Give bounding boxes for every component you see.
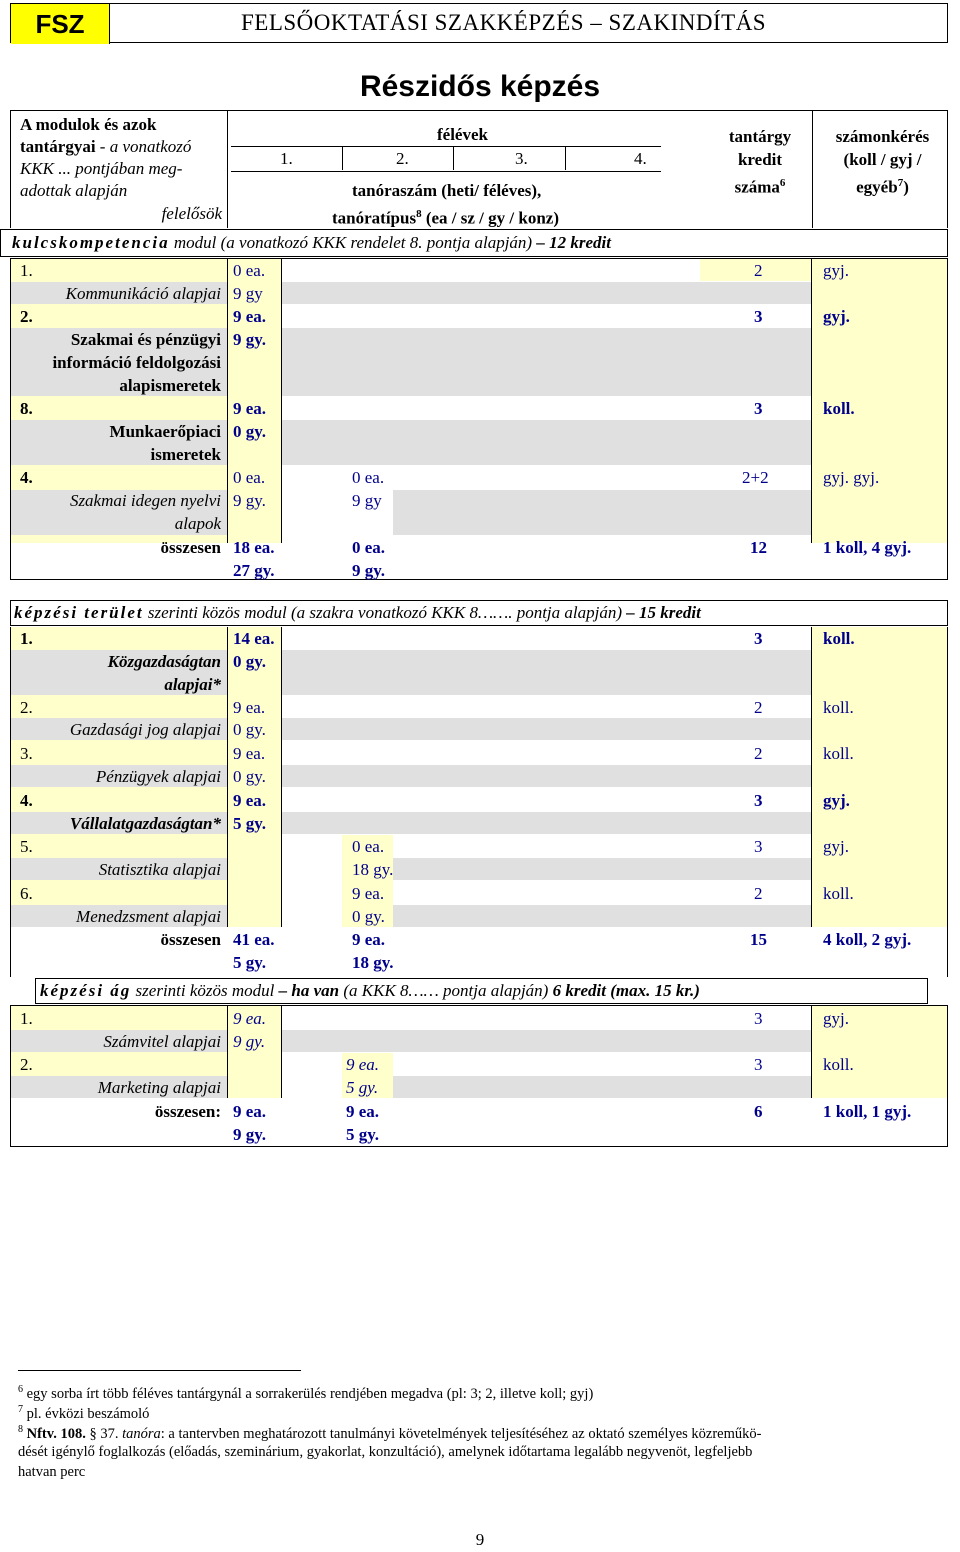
s3-grid-vline-1 bbox=[227, 1006, 228, 1098]
s3-row1-s1b: 9 gy. bbox=[233, 1032, 266, 1051]
hours-line2 bbox=[332, 203, 559, 230]
s2-grid-vline-1 bbox=[227, 627, 228, 927]
col-left-line5: felelősök bbox=[161, 204, 222, 223]
s2-row1-name2: alapjai* bbox=[164, 675, 221, 694]
s2-row4-s1a: 9 ea. bbox=[233, 791, 267, 810]
s3-row2-credit: 3 bbox=[754, 1055, 763, 1074]
s2-row2-mid bbox=[281, 718, 811, 740]
footnote-7-num: 7 bbox=[18, 1404, 23, 1415]
page-number: 9 bbox=[475, 1530, 485, 1549]
s2-row1-mid bbox=[281, 650, 811, 695]
sem-4: 4. bbox=[634, 149, 647, 168]
section3-title-d: (a KKK 8…… bbox=[339, 981, 439, 1000]
s2-row2-num: 2. bbox=[20, 698, 33, 717]
s2-row3-num: 3. bbox=[20, 744, 33, 763]
s1-row3-name2: ismeretek bbox=[150, 445, 221, 464]
s3-row1-exam: gyj. bbox=[823, 1009, 849, 1028]
section1-title-a: kulcskompetencia bbox=[12, 233, 170, 252]
s1-row4-name1: Szakmai idegen nyelvi bbox=[69, 491, 221, 510]
s3-row1-s1a: 9 ea. bbox=[233, 1009, 267, 1028]
s2-row2-credit: 2 bbox=[754, 698, 763, 717]
footnote-rule bbox=[18, 1370, 301, 1371]
sem-1: 1. bbox=[280, 149, 293, 168]
hours-line1: tanóraszám (heti/ féléves), bbox=[352, 181, 542, 200]
s1-row4-exam: gyj. gyj. bbox=[823, 468, 880, 487]
s2-row5-credit: 3 bbox=[754, 837, 763, 856]
s1-row1-exam: gyj. bbox=[823, 261, 849, 280]
exam-line3b: ) bbox=[903, 177, 909, 197]
s1-row4-s2b: 9 gy bbox=[352, 491, 382, 510]
s1-row2-name3: alapismeretek bbox=[119, 376, 221, 395]
credit-line3 bbox=[700, 172, 820, 199]
footnote-8 bbox=[18, 1420, 761, 1444]
main-title: Részidős képzés bbox=[359, 70, 601, 103]
footnote-8-line2: dését igénylő foglalkozás (előadás, szeminárium, gyakorlat, konzultáció), amelynek időtartama legalább negyvenöt, legfeljebb bbox=[18, 1444, 753, 1460]
sem-divider-3 bbox=[565, 146, 566, 170]
s1-row4-credit: 2+2 bbox=[742, 468, 769, 487]
s3-total-s2a: 9 ea. bbox=[346, 1102, 380, 1121]
s2-grid-vline-2 bbox=[281, 627, 282, 927]
hours-line2a: tanóratípus bbox=[332, 208, 417, 228]
s2-row3-name: Pénzügyek alapjai bbox=[95, 767, 221, 786]
s2-row5-name: Statisztika alapjai bbox=[98, 860, 221, 879]
footnote-8-line3: hatvan perc bbox=[18, 1464, 86, 1480]
s2-row4-num: 4. bbox=[20, 791, 33, 810]
s1-row2-name1: Szakmai és pénzügyi bbox=[70, 330, 221, 349]
footnote-8-law: Nftv. 108. bbox=[26, 1425, 86, 1442]
s1-row4-s1b: 9 gy. bbox=[233, 491, 266, 510]
footnote-6-text: egy sorba írt több féléves tantárgynál a sorrakerülés rendjében megadva (pl: 3; 2, illetve koll; gyj) bbox=[26, 1385, 594, 1402]
s1-row4-s1a: 0 ea. bbox=[233, 468, 266, 487]
sem-3: 3. bbox=[515, 149, 528, 168]
fsz-badge: FSZ bbox=[11, 4, 110, 44]
s3-row1-name: Számvitel alapjai bbox=[103, 1032, 221, 1051]
section3-title-e: pontja alapján) bbox=[438, 981, 549, 1000]
s1-total-credit: 12 bbox=[750, 538, 767, 557]
s1-row3-s1a: 9 ea. bbox=[233, 399, 267, 418]
footnote-8-num: 8 bbox=[18, 1424, 23, 1435]
s1-row1-credit: 2 bbox=[754, 261, 763, 280]
s1-row3-exam: koll. bbox=[823, 399, 855, 418]
s3-total-s1b: 9 gy. bbox=[233, 1125, 267, 1144]
s1-row1-s1b: 9 gy bbox=[233, 284, 263, 303]
s3-row1-credit: 3 bbox=[754, 1009, 763, 1028]
s2-row5-num: 5. bbox=[20, 837, 33, 856]
s2-row6-mid bbox=[393, 905, 811, 927]
s1-row2-name2: információ feldolgozási bbox=[52, 353, 221, 372]
s1-row3-num: 8. bbox=[20, 399, 33, 418]
s3-total-s1a: 9 ea. bbox=[233, 1102, 267, 1121]
s1-row2-credit: 3 bbox=[754, 307, 763, 326]
exam-line3 bbox=[815, 172, 950, 199]
s3-total-exam: 1 koll, 1 gyj. bbox=[823, 1102, 912, 1121]
felevek-label: félévek bbox=[437, 125, 488, 144]
s1-row2-mid bbox=[281, 328, 811, 396]
s1-row4-name2: alapok bbox=[174, 514, 221, 533]
s3-row2-s2a: 9 ea. bbox=[346, 1055, 380, 1074]
s3-total-s2b: 5 gy. bbox=[346, 1125, 380, 1144]
s2-total-label: összesen bbox=[160, 930, 221, 949]
exam-sup: 7 bbox=[897, 177, 904, 189]
section3-title-c: – ha van bbox=[274, 981, 340, 1000]
s1-grid-vline-1 bbox=[227, 259, 228, 543]
s1-row3-credit: 3 bbox=[754, 399, 763, 418]
s1-row1-name: Kommunikáció alapjai bbox=[65, 284, 221, 303]
footnote-8-section: § 37. bbox=[89, 1425, 119, 1442]
col-left-line3: KKK ... pontjában meg- bbox=[20, 159, 183, 178]
s2-row1-s1b: 0 gy. bbox=[233, 652, 267, 671]
credit-line3a: száma bbox=[734, 177, 780, 197]
s2-row4-s1b: 5 gy. bbox=[233, 814, 267, 833]
s3-row2-name: Marketing alapjai bbox=[97, 1078, 221, 1097]
col-left-line2a: tantárgyai bbox=[20, 137, 96, 156]
credit-line2: kredit bbox=[737, 150, 783, 169]
s2-row6-exam: koll. bbox=[823, 884, 854, 903]
s1-row4-num: 4. bbox=[20, 468, 33, 487]
s1-total-label: összesen bbox=[160, 538, 221, 557]
s1-row2-num: 2. bbox=[20, 307, 33, 326]
hours-line2b: (ea / sz / gy / konz) bbox=[425, 208, 559, 228]
s2-total-exam: 4 koll, 2 gyj. bbox=[823, 930, 912, 949]
footnote-8-text: : a tantervben meghatározott tanulmányi követelmények teljesítéséhez az oktató személyes közreműkö- bbox=[160, 1425, 762, 1442]
section3-title-f: 6 kredit (max. 15 kr.) bbox=[548, 981, 700, 1000]
s2-row1-credit: 3 bbox=[754, 629, 763, 648]
s2-row1-exam: koll. bbox=[823, 629, 855, 648]
s2-row1-name1: Közgazdaságtan bbox=[107, 652, 221, 671]
exam-line2: (koll / gyj / bbox=[843, 150, 922, 169]
s2-row5-s2b: 18 gy. bbox=[352, 860, 394, 879]
s3-row2-num: 2. bbox=[20, 1055, 33, 1074]
sem-divider-1 bbox=[342, 146, 343, 170]
s1-total-s2b: 9 gy. bbox=[352, 561, 386, 580]
s2-row2-exam: koll. bbox=[823, 698, 854, 717]
col-left-line4: adottak alapján bbox=[20, 181, 128, 200]
hours-sup: 8 bbox=[416, 208, 422, 220]
col-left-line1: A modulok és azok bbox=[20, 115, 157, 134]
s3-row1-num: 1. bbox=[20, 1009, 33, 1028]
s1-row3-name1: Munkaerőpiaci bbox=[109, 422, 221, 441]
header-title: FELSŐOKTATÁSI SZAKKÉPZÉS – SZAKINDÍTÁS bbox=[241, 10, 767, 35]
s1-total-s1b: 27 gy. bbox=[233, 561, 275, 580]
s3-total-label: összesen: bbox=[154, 1102, 221, 1121]
s3-row2-s2b: 5 gy. bbox=[346, 1078, 379, 1097]
s2-row5-mid bbox=[393, 858, 811, 880]
section1-title bbox=[12, 232, 611, 254]
s1-row2-s1a: 9 ea. bbox=[233, 307, 267, 326]
s1-row3-s1b: 0 gy. bbox=[233, 422, 267, 441]
s1-row1-mid bbox=[281, 282, 811, 304]
s1-row1-num: 1. bbox=[20, 261, 33, 280]
s3-grid-vline-3 bbox=[811, 1006, 812, 1098]
footnote-7-text: pl. évközi beszámoló bbox=[26, 1405, 150, 1422]
section2-title-a: képzési terület bbox=[14, 603, 144, 622]
s2-right-col bbox=[811, 627, 947, 927]
s1-total-s1a: 18 ea. bbox=[233, 538, 275, 557]
section3-title-b: szerinti közös modul bbox=[131, 981, 275, 1000]
s2-total-credit: 15 bbox=[750, 930, 767, 949]
page-header bbox=[10, 3, 948, 43]
s2-row4-credit: 3 bbox=[754, 791, 763, 810]
s2-row5-s2a: 0 ea. bbox=[352, 837, 385, 856]
sem-divider-2 bbox=[453, 146, 454, 170]
exam-line1: számonkérés bbox=[835, 127, 930, 146]
s2-total-s2b: 18 gy. bbox=[352, 953, 394, 972]
s2-row3-exam: koll. bbox=[823, 744, 854, 763]
section1-title-b: modul (a vonatkozó KKK rendelet 8. pontja alapján) bbox=[169, 233, 533, 252]
s3-grid-vline-2 bbox=[281, 1006, 282, 1098]
s2-total-s1a: 41 ea. bbox=[233, 930, 275, 949]
s2-row6-num: 6. bbox=[20, 884, 33, 903]
footnote-6-num: 6 bbox=[18, 1384, 23, 1395]
footnote-8-term: tanóra bbox=[122, 1425, 161, 1442]
section2-title bbox=[14, 602, 701, 624]
s2-row6-name: Menedzsment alapjai bbox=[76, 907, 221, 926]
s2-row1-num: 1. bbox=[20, 629, 33, 648]
credit-line1: tantárgy bbox=[728, 127, 792, 146]
s1-row4-mid bbox=[393, 490, 811, 535]
s2-total-s1b: 5 gy. bbox=[233, 953, 267, 972]
section3-title-a: képzési ág bbox=[40, 981, 132, 1000]
s1-row2-s1b: 9 gy. bbox=[233, 330, 267, 349]
exam-line3a: egyéb bbox=[856, 177, 898, 197]
sem-2: 2. bbox=[396, 149, 409, 168]
s1-row4-s2a: 0 ea. bbox=[352, 468, 385, 487]
s3-row2-mid bbox=[393, 1076, 811, 1098]
s1-total-s2a: 0 ea. bbox=[352, 538, 386, 557]
s2-grid-vline-3 bbox=[811, 627, 812, 927]
semester-row-box bbox=[231, 146, 661, 172]
header-divider-left bbox=[227, 110, 228, 228]
s3-total-credit: 6 bbox=[754, 1102, 763, 1121]
s1-total-exam: 1 koll, 4 gyj. bbox=[823, 538, 912, 557]
s2-row4-name: Vállalatgazdaságtan* bbox=[69, 814, 221, 833]
s3-row2-exam: koll. bbox=[823, 1055, 854, 1074]
s2-row2-s1b: 0 gy. bbox=[233, 720, 266, 739]
s2-row2-s1a: 9 ea. bbox=[233, 698, 266, 717]
s2-row3-s1b: 0 gy. bbox=[233, 767, 266, 786]
section2-title-c: – 15 kredit bbox=[622, 603, 701, 622]
s2-row1-s1a: 14 ea. bbox=[233, 629, 275, 648]
s3-row1-mid bbox=[281, 1030, 811, 1052]
s2-row4-mid bbox=[281, 812, 811, 834]
section1-title-c: – 12 kredit bbox=[532, 233, 611, 252]
s2-row3-credit: 2 bbox=[754, 744, 763, 763]
credit-sup: 6 bbox=[779, 177, 786, 189]
s2-total-s2a: 9 ea. bbox=[352, 930, 386, 949]
s1-row1-s1a: 0 ea. bbox=[233, 261, 266, 280]
s2-row2-name: Gazdasági jog alapjai bbox=[69, 720, 221, 739]
s2-row6-s2b: 0 gy. bbox=[352, 907, 385, 926]
col-left-line2 bbox=[20, 136, 191, 158]
s2-row3-mid bbox=[281, 765, 811, 787]
s2-row3-s1a: 9 ea. bbox=[233, 744, 266, 763]
s2-row5-exam: gyj. bbox=[823, 837, 849, 856]
s2-row4-exam: gyj. bbox=[823, 791, 850, 810]
s2-row6-s2a: 9 ea. bbox=[352, 884, 385, 903]
s2-row6-credit: 2 bbox=[754, 884, 763, 903]
col-left-line2b: - a vonatkozó bbox=[99, 137, 192, 156]
s1-grid-vline-3 bbox=[811, 259, 812, 543]
s1-grid-vline-2 bbox=[281, 259, 282, 543]
s1-row3-mid bbox=[281, 420, 811, 465]
section2-title-b: szerinti közös modul (a szakra vonatkozó KKK 8……. pontja alapján) bbox=[143, 603, 623, 622]
section3-title bbox=[40, 980, 700, 1002]
s1-row2-exam: gyj. bbox=[823, 307, 850, 326]
